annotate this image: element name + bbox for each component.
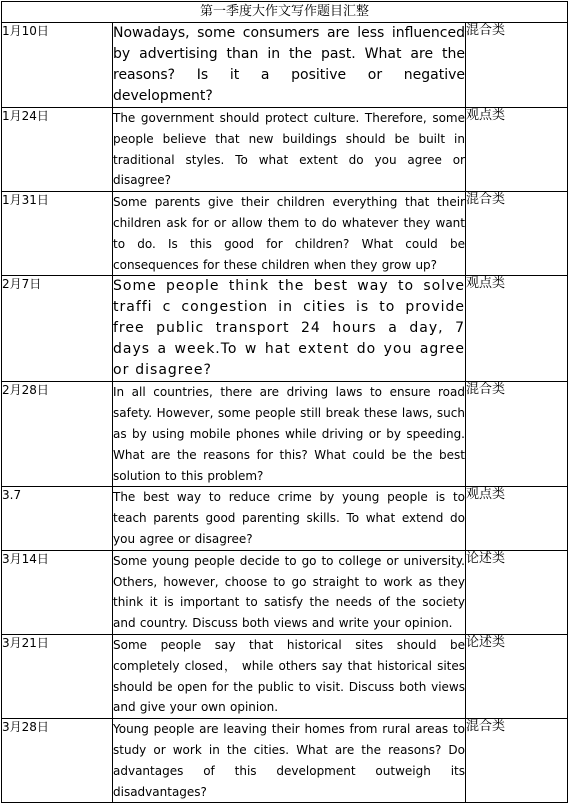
type-cell: 混合类	[466, 719, 568, 803]
table-row	[2, 634, 568, 718]
table-row	[2, 276, 568, 382]
essay-topics-table	[1, 1, 568, 803]
topic-cell: The government should protect culture. Therefore, some people believe that new buildings should be built in traditional styles. To what extent do you agree or disagree?	[113, 108, 466, 192]
table-row	[2, 382, 568, 487]
topic-cell: In all countries, there are driving laws to ensure road safety. However, some people still break these laws, such as by using mobile phones while driving or by speeding. What are the reasons for this? What could be the best solution to this problem?	[113, 382, 466, 487]
date-cell: 1月10日	[2, 23, 113, 108]
date-cell: 1月24日	[2, 108, 113, 192]
date-cell: 3月21日	[2, 634, 113, 718]
table-row	[2, 192, 568, 276]
type-cell: 观点类	[466, 108, 568, 192]
table-row	[2, 487, 568, 550]
topic-cell: Nowadays, some consumers are less influenced by advertising than in the past. What are the reasons? Is it a positive or negative development?	[113, 23, 466, 108]
type-cell: 观点类	[466, 487, 568, 550]
type-cell: 混合类	[466, 192, 568, 276]
topic-cell: Some young people decide to go to college or university. Others, however, choose to go straight to work as they think it is important to satisfy the needs of the society and country. Discuss both views and write your opinion.	[113, 550, 466, 634]
table-row	[2, 550, 568, 634]
type-cell: 论述类	[466, 550, 568, 634]
topic-cell: Some people think the best way to solve traffi c congestion in cities is to provide free public transport 24 hours a day, 7 days a week.To w hat extent do you agree or disagree?	[113, 276, 466, 382]
topic-cell: The best way to reduce crime by young people is to teach parents good parenting skills. To what extend do you agree or disagree?	[113, 487, 466, 550]
type-cell: 混合类	[466, 382, 568, 487]
table-row	[2, 23, 568, 108]
type-cell: 论述类	[466, 634, 568, 718]
table-row	[2, 108, 568, 192]
type-cell: 混合类	[466, 23, 568, 108]
table-title-row	[2, 2, 568, 23]
date-cell: 1月31日	[2, 192, 113, 276]
table-row	[2, 719, 568, 803]
topic-cell: Some people say that historical sites should be completely closed， while others say that historical sites should be open for the public to visit. Discuss both views and give your own opinion.	[113, 634, 466, 718]
date-cell: 2月7日	[2, 276, 113, 382]
date-cell: 3月14日	[2, 550, 113, 634]
date-cell: 3月28日	[2, 719, 113, 803]
type-cell: 观点类	[466, 276, 568, 382]
topic-cell: Some parents give their children everything that their children ask for or allow them to do whatever they want to do. Is this good for children? What could be consequences for these children when they grow up?	[113, 192, 466, 276]
table-title: 第一季度大作文写作题目汇整	[2, 2, 568, 23]
date-cell: 3.7	[2, 487, 113, 550]
topic-cell: Young people are leaving their homes from rural areas to study or work in the cities. What are the reasons? Do advantages of this development outweigh its disadvantages?	[113, 719, 466, 803]
date-cell: 2月28日	[2, 382, 113, 487]
